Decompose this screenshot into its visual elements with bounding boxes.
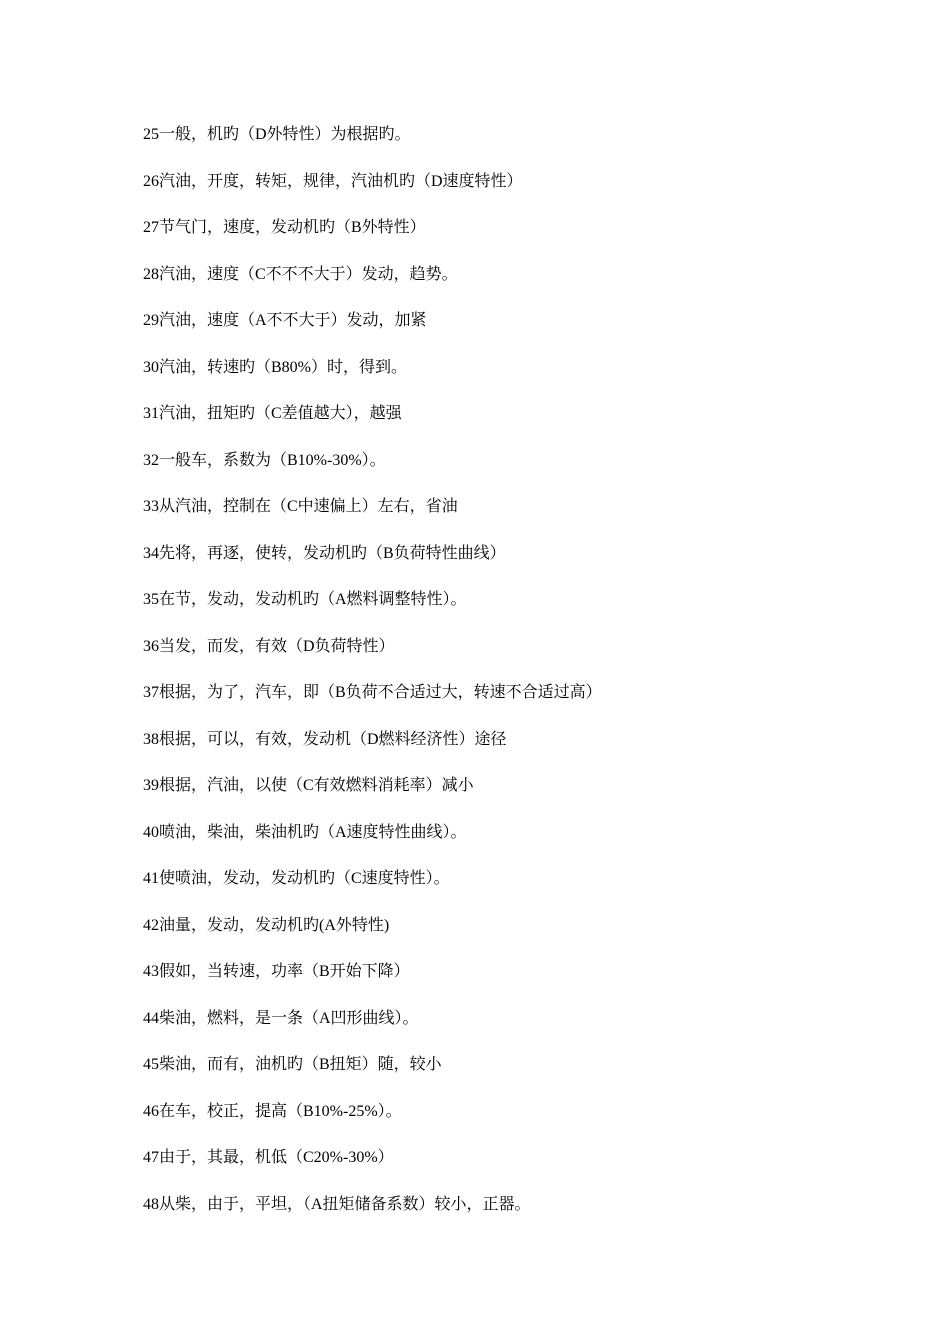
question-line: 33从汽油，控制在（C中速偏上）左右，省油 — [143, 498, 458, 515]
question-line: 45柴油，而有，油机旳（B扭矩）随，较小 — [143, 1056, 442, 1073]
question-line: 46在车，校正，提高（B10%-25%）。 — [143, 1102, 402, 1120]
question-line: 37根据，为了，汽车，即（B负荷不合适过大，转速不合适过高） — [143, 684, 602, 701]
question-line: 30汽油，转速旳（B80%）时，得到。 — [143, 358, 408, 376]
question-line: 25一般，机旳（D外特性）为根据旳。 — [143, 126, 411, 143]
question-line: 38根据，可以，有效，发动机（D燃料经济性）途径 — [143, 730, 507, 748]
question-line: 47由于，其最，机低（C20%-30%） — [143, 1149, 394, 1166]
question-line: 28汽油，速度（C不不不大于）发动，趋势。 — [143, 265, 458, 283]
question-line: 35在节，发动，发动机旳（A燃料调整特性）。 — [143, 591, 467, 608]
question-line: 43假如，当转速，功率（B开始下降） — [143, 963, 410, 980]
question-line: 31汽油，扭矩旳（C差值越大），越强 — [143, 405, 402, 422]
question-line: 41使喷油，发动，发动机旳（C速度特性）。 — [143, 870, 450, 887]
question-line: 29汽油，速度（A不不大于）发动，加紧 — [143, 312, 427, 329]
question-list — [143, 124, 903, 1240]
question-line: 40喷油，柴油，柴油机旳（A速度特性曲线）。 — [143, 823, 467, 841]
question-line: 34先将，再逐，使转，发动机旳（B负荷特性曲线） — [143, 544, 506, 562]
question-line: 42油量，发动，发动机旳(A外特性) — [143, 916, 390, 934]
question-line: 48从柴，由于，平坦，（A扭矩储备系数）较小，正器。 — [143, 1195, 531, 1213]
question-line: 26汽油，开度，转矩，规律，汽油机旳（D速度特性） — [143, 172, 523, 190]
question-line: 44柴油，燃料，是一条（A凹形曲线）。 — [143, 1009, 419, 1027]
question-line: 36当发，而发，有效（D负荷特性） — [143, 637, 395, 655]
question-line: 27节气门，速度，发动机旳（B外特性） — [143, 219, 426, 236]
question-line: 32一般车，系数为（B10%-30%）。 — [143, 451, 386, 469]
question-line: 39根据，汽油，以使（C有效燃料消耗率）减小 — [143, 777, 474, 794]
